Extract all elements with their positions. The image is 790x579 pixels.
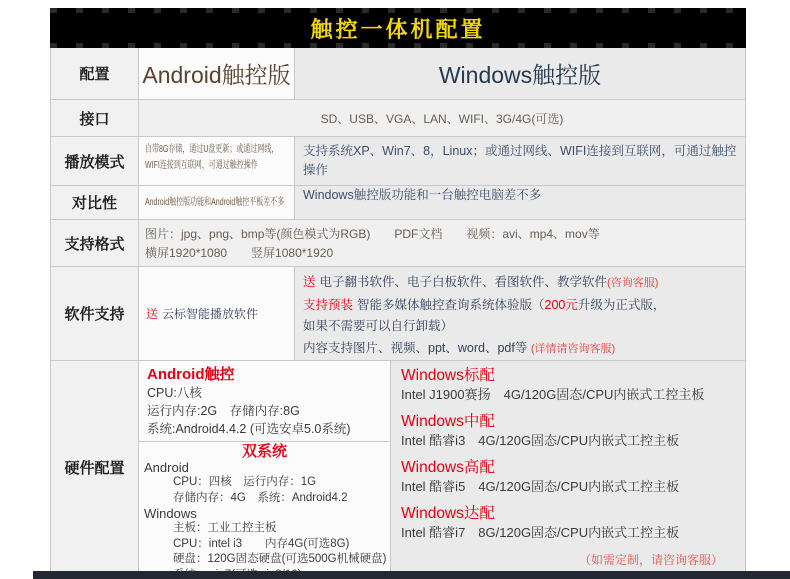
dual-system-section — [139, 443, 390, 579]
compare-row — [51, 185, 745, 219]
hardware-windows-cell — [390, 361, 745, 574]
dual-windows-label: Windows — [144, 506, 197, 521]
formats-value — [138, 220, 745, 266]
windows-mid-title: Windows中配 — [401, 413, 495, 430]
page-title: 触控一体机配置 — [310, 16, 486, 42]
windows-config-high — [401, 459, 737, 496]
android-touch-memory: 运行内存:2G 存储内存:8G — [147, 404, 300, 418]
windows-config-standard — [401, 367, 737, 404]
windows-standard-title: Windows标配 — [401, 367, 495, 384]
software-android-name: 云标智能播放软件 — [162, 307, 259, 321]
dual-system-title: 双系统 — [241, 443, 287, 460]
interface-value: SD、USB、VGA、LAN、WIFI、3G/4G(可选) — [138, 100, 745, 136]
dual-windows-cpu: CPU：intel i3 内存4G(可选8G) — [173, 537, 350, 550]
playback-label: 播放模式 — [51, 137, 138, 185]
hardware-label: 硬件配置 — [51, 361, 138, 574]
windows-mid-spec: Intel 酷睿i3 4G/120G固态/CPU内嵌式工控主板 — [401, 433, 680, 448]
software-win-line4 — [303, 338, 737, 361]
formats-row — [51, 219, 745, 266]
android-touch-title: Android触控 — [147, 366, 235, 383]
playback-windows-text: 支持系统XP、Win7、8，Linux；或通过网线、WIFI连接到互联网，可通过触控操作 — [303, 144, 737, 177]
software-win-line4-text: 内容支持图片、视频、ppt、word、pdf等 — [303, 340, 531, 355]
preinstall-tag: 支持预装 — [303, 297, 354, 312]
column-header-config: 配置 — [51, 48, 138, 99]
software-row — [51, 266, 745, 360]
windows-top-title: Windows达配 — [401, 505, 495, 522]
compare-windows-text: Windows触控版功能和一台触控电脑差不多 — [303, 188, 542, 202]
interface-label: 接口 — [51, 100, 138, 136]
playback-row — [51, 136, 745, 185]
software-windows-text — [295, 267, 745, 365]
dual-windows-disk: 硬盘：120G固态硬盘(可选500G机械硬盘) — [173, 553, 387, 565]
formats-label: 支持格式 — [51, 220, 138, 266]
dual-android-storage: 存储内存：4G 系统：Android4.2 — [173, 491, 348, 504]
windows-high-spec: Intel 酷睿i5 4G/120G固态/CPU内嵌式工控主板 — [401, 479, 680, 494]
header-row — [51, 48, 745, 99]
spec-table — [50, 8, 746, 575]
bottom-divider-bar — [33, 571, 790, 579]
software-win-line2 — [303, 295, 737, 317]
consult-note: (咨询客服) — [607, 277, 659, 289]
column-header-windows: Windows触控版 — [438, 62, 602, 88]
windows-top-spec: Intel 酷睿i7 8G/120G固态/CPU内嵌式工控主板 — [401, 525, 680, 540]
dual-windows-board: 主板：工业工控主板 — [173, 522, 277, 534]
playback-android-text: 自带8G存储，通过U盘更新；或通过网线，WIFI连接到互联网，可通过触控操作 — [145, 144, 279, 171]
windows-config-list — [391, 361, 745, 568]
hardware-android-cell — [138, 361, 390, 574]
software-win-line2-tail: 升级为正式版， — [577, 297, 666, 312]
gift-tag: 送 — [303, 275, 316, 289]
compare-android-text: Android触控版功能和Android触控平板差不多 — [145, 196, 285, 208]
gift-tag: 送 — [146, 307, 159, 321]
column-header-android: Android触控版 — [142, 62, 291, 88]
upgrade-price: 200元 — [544, 297, 578, 312]
title-bar — [50, 8, 746, 48]
hardware-row — [51, 360, 745, 574]
windows-config-top — [401, 505, 737, 542]
interface-row — [51, 99, 745, 136]
formats-line2: 横屏1920*1080 竖屏1080*1920 — [145, 246, 334, 261]
software-label: 软件支持 — [51, 267, 138, 360]
windows-high-title: Windows高配 — [401, 459, 495, 476]
spec-grid — [50, 48, 746, 575]
dual-android-cpu: CPU：四核 运行内存：1G — [173, 476, 317, 488]
software-win-line1-text: 电子翻书软件、电子白板软件、看图软件、教学软件 — [319, 275, 608, 289]
dual-android-label: Android — [144, 460, 189, 475]
software-android-text — [139, 305, 258, 322]
software-win-line2-text: 智能多媒体触控查询系统体验版（ — [357, 297, 545, 312]
windows-config-mid — [401, 413, 737, 450]
android-touch-section — [139, 361, 390, 442]
software-win-line3: 如果不需要可以自行卸载） — [303, 319, 454, 333]
detail-consult-note: (详情请咨询客服) — [530, 342, 616, 355]
custom-order-note: （如需定制，请咨询客服） — [578, 553, 723, 567]
formats-line1: 图片：jpg、png、bmp等(颜色模式为RGB) PDF文档 视频：avi、mp4、mov等 — [145, 227, 600, 241]
windows-standard-spec: Intel J1900赛扬 4G/120G固态/CPU内嵌式工控主板 — [401, 387, 705, 402]
compare-label: 对比性 — [51, 186, 138, 219]
software-win-line1 — [303, 272, 737, 295]
android-touch-os: 系统:Android4.4.2 (可选安卓5.0系统) — [147, 422, 351, 436]
android-touch-cpu: CPU:八核 — [147, 386, 202, 400]
